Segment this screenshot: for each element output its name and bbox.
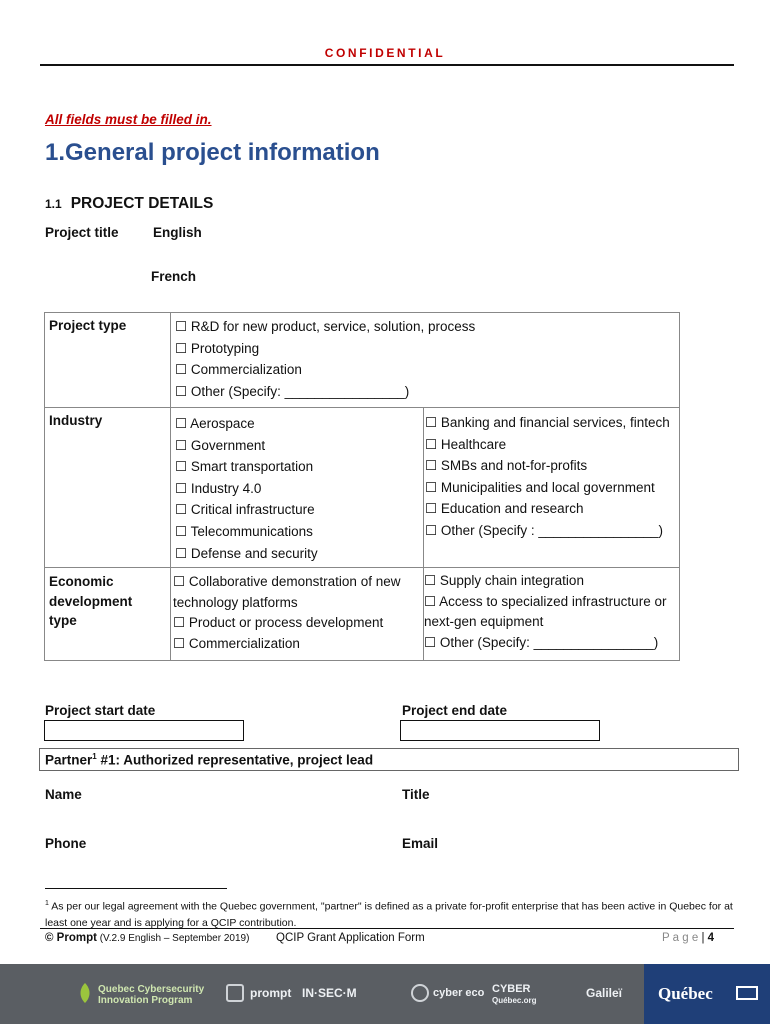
checkbox-option-continuation: technology platforms — [173, 594, 298, 610]
cybereco-logo: cyber eco — [433, 987, 485, 999]
footer-version: (V.2.9 English – September 2019) — [96, 933, 250, 944]
email-label: Email — [402, 836, 439, 851]
cyberquebec-logo-line: CYBER — [492, 983, 531, 995]
subsection-title — [45, 195, 213, 213]
cyberquebec-logo-line: Québec.org — [492, 996, 537, 1005]
checkbox-option[interactable]: ☐ Banking and financial services, fintech — [425, 415, 670, 430]
industry-options-col1 — [175, 413, 318, 564]
checkbox-option[interactable]: ☐ Education and research — [425, 501, 584, 517]
checkbox-option[interactable]: ☐ Aerospace — [175, 416, 255, 431]
checkbox-option[interactable]: ☐ Other (Specify: ________________) — [424, 634, 659, 650]
footer-form-name: QCIP Grant Application Form — [276, 932, 425, 944]
checkbox-option[interactable]: ☐ Other (Specify: ________________) — [175, 383, 410, 399]
title-label: Title — [402, 787, 430, 802]
footnote-rule — [45, 888, 227, 889]
checkbox-option[interactable]: ☐ Commercialization — [175, 362, 302, 378]
footer-rule — [40, 928, 734, 929]
galilei-logo: Galileï — [586, 986, 623, 1000]
checkbox-option[interactable]: ☐ Collaborative demonstration of new — [173, 574, 401, 589]
footnote — [45, 896, 735, 931]
footer-brand-name: © Prompt — [45, 932, 97, 944]
checkbox-option[interactable]: ☐ Access to specialized infrastructure or — [424, 593, 667, 609]
section-title: 1.General project information — [45, 139, 380, 166]
fleurdelise-flag-icon — [736, 986, 758, 1000]
industry-options-col2 — [425, 412, 670, 542]
project-type-options — [175, 316, 475, 402]
checkbox-option[interactable]: ☐ Smart transportation — [175, 459, 314, 475]
start-date-label: Project start date — [45, 703, 156, 718]
qcip-logo — [98, 984, 204, 1006]
footnote-text: As per our legal agreement with the Quebec government, "partner" is defined as a private for-profit enterprise that has been active in Quebec for at least one year and is applying for a QCIP contribution. — [45, 900, 733, 929]
prompt-logo: prompt — [250, 986, 292, 1000]
table-divider — [44, 567, 680, 568]
footer-page: P a g e | 4 — [662, 932, 715, 944]
qcip-logo-line: Quebec Cybersecurity — [98, 984, 205, 995]
cybereco-mark-icon — [411, 984, 429, 1002]
checkbox-option[interactable]: ☐ Industry 4.0 — [175, 480, 262, 496]
checkbox-option[interactable]: ☐ Healthcare — [425, 436, 507, 452]
table-divider — [170, 312, 171, 661]
project-title-english-field[interactable]: English — [153, 225, 202, 240]
subsection-number: 1.1 — [45, 197, 62, 211]
economic-label-line: type — [49, 613, 77, 628]
checkbox-option[interactable]: ☐ SMBs and not-for-profits — [425, 458, 588, 474]
checkbox-option[interactable]: ☐ Government — [175, 437, 266, 453]
checkbox-option[interactable]: ☐ Commercialization — [173, 635, 300, 651]
checkbox-option[interactable]: ☐ Critical infrastructure — [175, 502, 315, 518]
phone-label: Phone — [45, 836, 87, 851]
quebec-wordmark: Québec — [658, 984, 713, 1003]
quebec-government-logo — [644, 964, 770, 1024]
economic-options-col1 — [173, 572, 400, 654]
footnote-number: 1 — [45, 900, 49, 907]
checkbox-option-continuation: next-gen equipment — [424, 614, 544, 629]
name-label: Name — [45, 787, 82, 802]
end-date-label: Project end date — [402, 703, 508, 718]
partner-title-pre: Partner — [45, 752, 93, 768]
partner-footnote-ref[interactable]: 1 — [92, 752, 97, 761]
economic-options-col2 — [424, 571, 666, 653]
checkbox-option[interactable]: ☐ Defense and security — [175, 545, 318, 561]
economic-type-label — [49, 572, 132, 631]
subsection-label: PROJECT DETAILS — [70, 195, 214, 212]
start-date-input[interactable] — [44, 720, 244, 741]
checkbox-option[interactable]: ☐ Other (Specify : ________________) — [425, 522, 664, 538]
header-rule — [40, 64, 734, 66]
footer-page-number: 4 — [707, 932, 715, 944]
partner-logos-banner — [0, 964, 770, 1024]
checkbox-option[interactable]: ☐ Telecommunications — [175, 523, 313, 539]
qcip-leaf-icon — [78, 983, 90, 1001]
mandatory-notice: All fields must be filled in. — [45, 112, 212, 127]
checkbox-option[interactable]: ☐ Product or process development — [173, 615, 384, 630]
checkbox-option[interactable]: ☐ Municipalities and local government — [425, 479, 655, 495]
footer-brand — [45, 932, 249, 944]
end-date-input[interactable] — [400, 720, 600, 741]
partner-heading — [45, 752, 373, 768]
cyberquebec-logo — [492, 984, 536, 1006]
economic-label-line: development — [49, 593, 133, 609]
checkbox-option[interactable]: ☐ Prototyping — [175, 340, 260, 356]
prompt-mark-icon — [226, 984, 244, 1002]
table-divider — [44, 407, 680, 408]
project-type-label: Project type — [49, 318, 127, 333]
insecm-logo: IN·SEC·M — [302, 986, 357, 1000]
checkbox-option[interactable]: ☐ Supply chain integration — [424, 573, 584, 588]
qcip-logo-line: Innovation Program — [98, 995, 193, 1006]
checkbox-option[interactable]: ☐ R&D for new product, service, solution, process — [175, 319, 476, 334]
project-title-french-field[interactable]: French — [151, 269, 197, 284]
industry-label: Industry — [49, 413, 103, 428]
confidential-label: CONFIDENTIAL — [324, 46, 446, 60]
economic-label-line: Economic — [49, 574, 114, 589]
footer-page-label: P a g e — [662, 932, 699, 944]
project-title-label: Project title — [45, 225, 119, 240]
partner-title-post: #1: Authorized representative, project lead — [96, 752, 374, 768]
